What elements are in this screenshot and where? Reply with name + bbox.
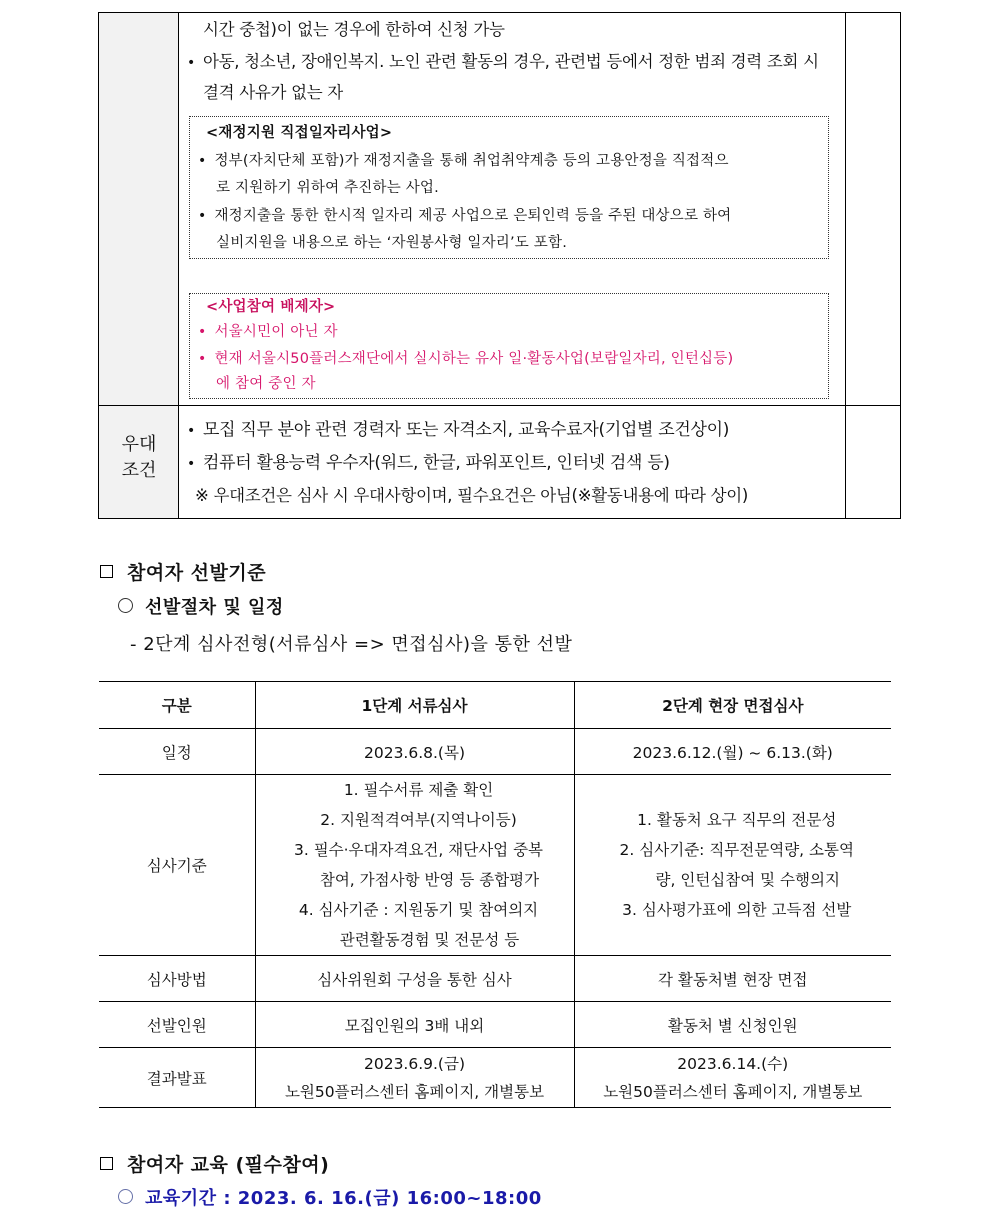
cell-stage2: 2023.6.12.(월) ~ 6.13.(화) — [574, 729, 891, 775]
square-bullet-icon — [100, 1157, 113, 1170]
row-divider — [99, 405, 900, 406]
bullet-icon: • — [198, 208, 207, 224]
selection-subheading: 선발절차 및 일정 — [118, 593, 284, 619]
list-item: 4. 심사기준 : 지원동기 및 참여의지 — [298, 901, 539, 919]
bullet-icon: • — [198, 153, 207, 169]
bullet-icon: • — [187, 423, 195, 439]
preference-item: • 모집 직무 분야 관련 경력자 또는 자격소지, 교육수료자(기업별 조건상이) — [187, 420, 730, 440]
direct-job-item-cont: 로 지원하기 위하여 추진하는 사업. — [216, 180, 439, 196]
list-item: 1. 활동처 요구 직무의 전문성 — [637, 811, 837, 829]
row-label: 결과발표 — [99, 1048, 255, 1108]
exclusion-item: • 서울시민이 아닌 자 — [198, 324, 338, 340]
list-item-cont: 량, 인턴십참여 및 수행의지 — [655, 871, 840, 889]
cell-stage2 — [574, 1048, 891, 1108]
row-label: 심사방법 — [99, 956, 255, 1002]
bullet-icon: • — [187, 55, 195, 71]
bullet-icon: • — [198, 324, 207, 340]
cell-stage1 — [255, 1048, 574, 1108]
bullet-icon: • — [187, 456, 195, 472]
square-bullet-icon — [100, 565, 113, 578]
exclusion-item-cont: 에 참여 중인 자 — [216, 376, 316, 392]
direct-job-item: • 재정지출을 통한 한시적 일자리 제공 사업으로 은퇴인력 등을 주된 대상으로 하여 — [198, 208, 732, 224]
table-row — [99, 1048, 891, 1108]
header-category: 구분 — [99, 682, 255, 729]
direct-job-box — [189, 116, 829, 259]
circle-bullet-icon — [118, 1189, 133, 1204]
preference-label: 조건 — [121, 460, 157, 481]
header-stage2: 2단계 현장 면접심사 — [574, 682, 891, 729]
cell-stage2: 활동처 별 신청인원 — [574, 1002, 891, 1048]
direct-job-item-cont: 실비지원을 내용으로 하는 ‘자원봉사형 일자리’도 포함. — [216, 235, 568, 251]
eligibility-table — [98, 12, 901, 519]
preference-label-cell — [99, 406, 179, 518]
cell-stage1: 모집인원의 3배 내외 — [255, 1002, 574, 1048]
result-date: 2023.6.14.(수) — [677, 1054, 789, 1073]
cell-stage2: 각 활동처별 현장 면접 — [574, 956, 891, 1002]
preference-label: 우대 — [121, 434, 157, 455]
cell-stage1: 심사위원회 구성을 통한 심사 — [255, 956, 574, 1002]
table-row — [99, 775, 891, 956]
list-item: 2. 심사기준: 직무전문역량, 소통역 — [619, 841, 854, 859]
exclusion-box-title: <사업참여 배제자> — [206, 299, 336, 315]
header-stage1: 1단계 서류심사 — [255, 682, 574, 729]
list-item: 3. 필수·우대자격요건, 재단사업 중복 — [293, 841, 544, 859]
list-item: 2. 지원적격여부(지역나이등) — [320, 811, 517, 829]
criminal-check-bullet: • 아동, 청소년, 장애인복지. 노인 관련 활동의 경우, 관련법 등에서 정한 범죄 경력 조회 시 — [187, 52, 819, 71]
table-row — [99, 729, 891, 775]
cell-stage2-criteria — [574, 775, 891, 956]
result-detail: 노원50플러스센터 홈페이지, 개별통보 — [284, 1082, 545, 1101]
direct-job-box-title: <재정지원 직접일자리사업> — [206, 125, 393, 141]
education-heading: 참여자 교육 (필수참여) — [100, 1150, 329, 1177]
exclusion-box — [189, 293, 829, 399]
bullet-icon: • — [198, 351, 207, 367]
table-row — [99, 956, 891, 1002]
result-date: 2023.6.9.(금) — [363, 1054, 466, 1073]
table-header-row — [99, 682, 891, 729]
education-period: 교육기간 : 2023. 6. 16.(금) 16:00~18:00 — [118, 1184, 542, 1210]
eligibility-label-cell — [99, 13, 179, 405]
selection-description: - 2단계 심사전형(서류심사 => 면접심사)을 통한 선발 — [130, 634, 573, 655]
row-label: 심사기준 — [99, 775, 255, 956]
selection-table — [99, 681, 891, 1108]
list-item-cont: 참여, 가점사항 반영 등 종합평가 — [319, 871, 540, 889]
exclusion-item: • 현재 서울시50플러스재단에서 실시하는 유사 일·활동사업(보람일자리, 인턴십등) — [198, 351, 734, 367]
preference-item: • 컴퓨터 활용능력 우수자(워드, 한글, 파워포인트, 인터넷 검색 등) — [187, 453, 670, 473]
result-detail: 노원50플러스센터 홈페이지, 개별통보 — [603, 1082, 863, 1101]
row-label: 일정 — [99, 729, 255, 775]
row-label: 선발인원 — [99, 1002, 255, 1048]
list-item: 3. 심사평가표에 의한 고득점 선발 — [622, 901, 852, 919]
list-item: 1. 필수서류 제출 확인 — [343, 781, 494, 799]
continuation-text: 시간 중첩)이 없는 경우에 한하여 신청 가능 — [203, 20, 505, 39]
table-row — [99, 1002, 891, 1048]
circle-bullet-icon — [118, 598, 133, 613]
direct-job-item: • 정부(자치단체 포함)가 재정지출을 통해 취업취약계층 등의 고용안정을 직접적으 — [198, 153, 729, 169]
preference-note: ※ 우대조건은 심사 시 우대사항이며, 필수요건은 아님(※활동내용에 따라 상이) — [195, 486, 748, 505]
cell-stage1: 2023.6.8.(목) — [255, 729, 574, 775]
selection-heading: 참여자 선발기준 — [100, 558, 266, 585]
cell-stage1-criteria — [255, 775, 574, 956]
eligibility-remarks-column — [845, 13, 901, 518]
criminal-check-bullet-cont: 결격 사유가 없는 자 — [203, 83, 343, 102]
list-item-cont: 관련활동경험 및 전문성 등 — [339, 931, 520, 949]
